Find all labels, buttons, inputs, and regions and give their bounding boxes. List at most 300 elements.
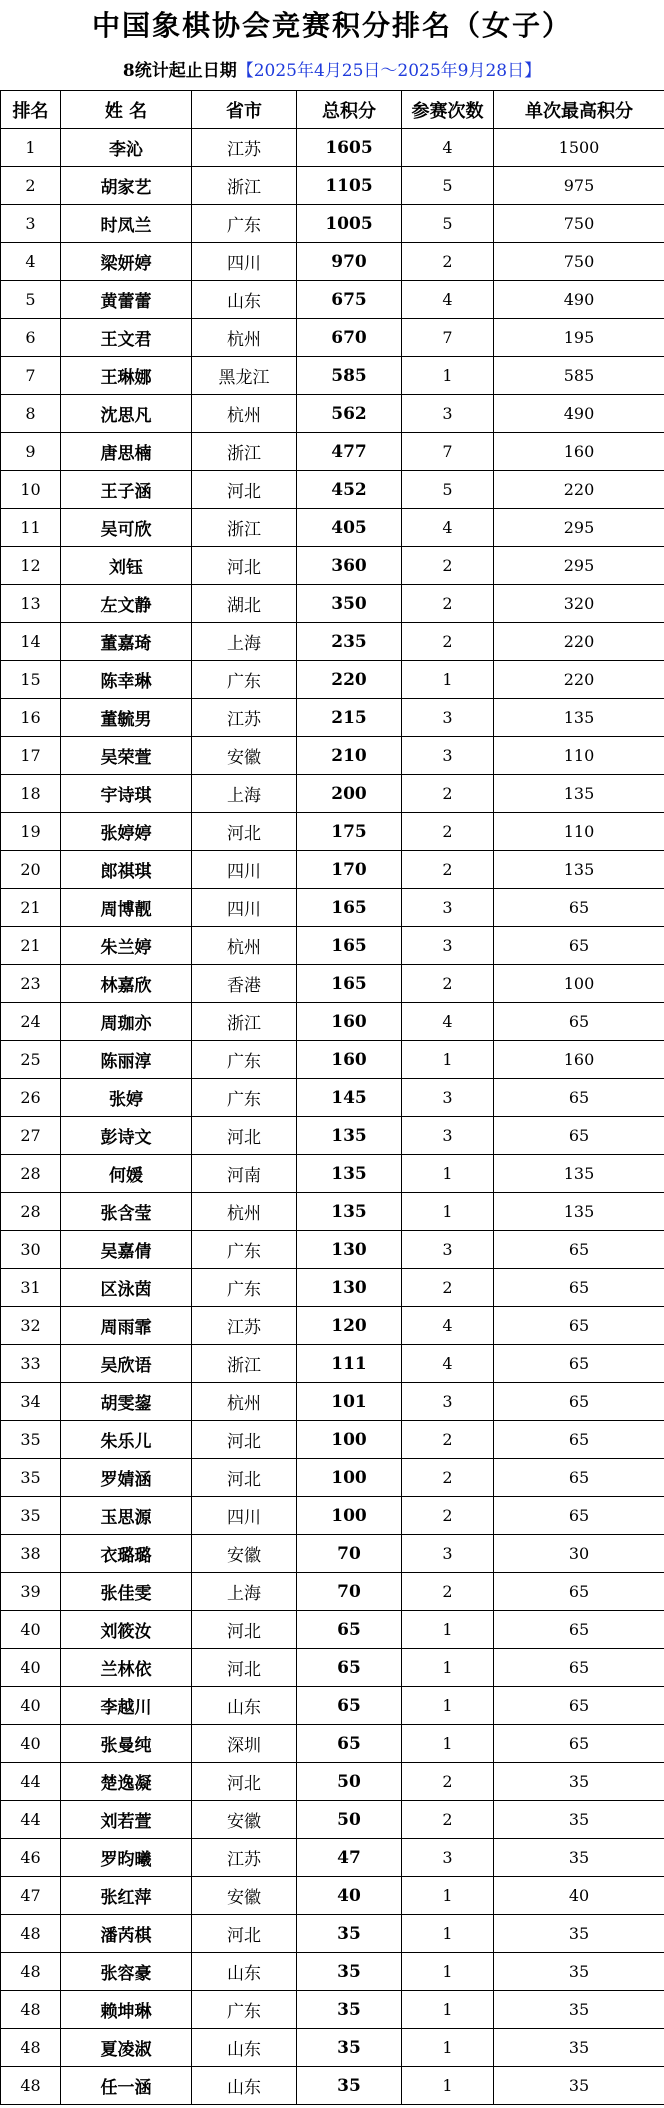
cell-rank: 1 [1,129,61,167]
cell-rank: 15 [1,661,61,699]
cell-province: 浙江 [192,433,297,471]
cell-province: 河北 [192,1117,297,1155]
cell-rank: 48 [1,2067,61,2105]
cell-total-points: 40 [297,1877,402,1915]
cell-single-high: 65 [494,1725,664,1763]
cell-rank: 40 [1,1725,61,1763]
cell-rank: 10 [1,471,61,509]
cell-province: 河北 [192,1649,297,1687]
cell-single-high: 65 [494,927,664,965]
cell-province: 安徽 [192,737,297,775]
table-row [1,1725,664,1763]
cell-rank: 30 [1,1231,61,1269]
cell-rank: 2 [1,167,61,205]
cell-name: 何媛 [61,1155,192,1193]
table-row [1,1307,664,1345]
cell-single-high: 490 [494,281,664,319]
cell-total-points: 405 [297,509,402,547]
table-row [1,1877,664,1915]
cell-single-high: 490 [494,395,664,433]
cell-province: 广东 [192,1041,297,1079]
cell-event-count: 3 [402,1383,494,1421]
cell-total-points: 215 [297,699,402,737]
cell-rank: 6 [1,319,61,357]
table-row [1,1459,664,1497]
cell-single-high: 65 [494,889,664,927]
cell-name: 胡雯鋆 [61,1383,192,1421]
cell-event-count: 2 [402,1269,494,1307]
table-row [1,1497,664,1535]
date-range-line [0,52,664,90]
cell-total-points: 47 [297,1839,402,1877]
table-row [1,1611,664,1649]
cell-rank: 19 [1,813,61,851]
date-range-value: 【2025年4月25日～2025年9月28日】 [236,61,542,81]
cell-total-points: 360 [297,547,402,585]
cell-province: 河北 [192,813,297,851]
cell-event-count: 2 [402,775,494,813]
cell-name: 楚逸凝 [61,1763,192,1801]
cell-name: 王文君 [61,319,192,357]
cell-total-points: 50 [297,1801,402,1839]
cell-rank: 23 [1,965,61,1003]
cell-province: 江苏 [192,1839,297,1877]
table-row [1,927,664,965]
cell-rank: 32 [1,1307,61,1345]
cell-name: 张佳雯 [61,1573,192,1611]
cell-event-count: 2 [402,1573,494,1611]
table-row [1,1117,664,1155]
cell-total-points: 135 [297,1155,402,1193]
cell-total-points: 670 [297,319,402,357]
cell-event-count: 3 [402,1079,494,1117]
table-row [1,243,664,281]
cell-total-points: 65 [297,1725,402,1763]
cell-single-high: 110 [494,813,664,851]
table-row [1,1763,664,1801]
cell-name: 罗婧涵 [61,1459,192,1497]
cell-name: 张婷 [61,1079,192,1117]
table-row [1,319,664,357]
table-row [1,357,664,395]
cell-total-points: 35 [297,1915,402,1953]
date-range-label: 8统计起止日期 [122,61,237,81]
cell-name: 吴可欣 [61,509,192,547]
cell-single-high: 65 [494,1421,664,1459]
ranking-table [0,90,664,2105]
cell-event-count: 1 [402,1725,494,1763]
cell-province: 山东 [192,2029,297,2067]
cell-event-count: 3 [402,1117,494,1155]
cell-name: 刘筱汝 [61,1611,192,1649]
cell-total-points: 452 [297,471,402,509]
cell-total-points: 120 [297,1307,402,1345]
cell-total-points: 145 [297,1079,402,1117]
cell-name: 玉思源 [61,1497,192,1535]
cell-event-count: 1 [402,1649,494,1687]
cell-name: 唐思楠 [61,433,192,471]
cell-name: 潘芮棋 [61,1915,192,1953]
cell-event-count: 1 [402,661,494,699]
cell-event-count: 4 [402,129,494,167]
cell-single-high: 65 [494,1307,664,1345]
cell-total-points: 170 [297,851,402,889]
cell-total-points: 220 [297,661,402,699]
cell-province: 深圳 [192,1725,297,1763]
cell-province: 杭州 [192,1193,297,1231]
cell-total-points: 100 [297,1459,402,1497]
cell-total-points: 350 [297,585,402,623]
cell-single-high: 135 [494,1155,664,1193]
cell-name: 刘钰 [61,547,192,585]
cell-total-points: 585 [297,357,402,395]
cell-province: 河北 [192,1459,297,1497]
cell-single-high: 35 [494,1953,664,1991]
cell-name: 吴欣语 [61,1345,192,1383]
cell-rank: 14 [1,623,61,661]
cell-event-count: 2 [402,851,494,889]
cell-single-high: 65 [494,1269,664,1307]
cell-total-points: 135 [297,1193,402,1231]
cell-single-high: 65 [494,1611,664,1649]
cell-province: 广东 [192,661,297,699]
cell-name: 区泳茵 [61,1269,192,1307]
table-row [1,661,664,699]
cell-event-count: 5 [402,471,494,509]
cell-province: 杭州 [192,927,297,965]
cell-event-count: 2 [402,547,494,585]
cell-rank: 35 [1,1497,61,1535]
cell-name: 张红萍 [61,1877,192,1915]
cell-event-count: 2 [402,585,494,623]
cell-total-points: 101 [297,1383,402,1421]
cell-single-high: 975 [494,167,664,205]
cell-total-points: 165 [297,889,402,927]
cell-event-count: 1 [402,1155,494,1193]
cell-rank: 7 [1,357,61,395]
table-row [1,167,664,205]
cell-event-count: 3 [402,927,494,965]
table-row [1,737,664,775]
cell-province: 浙江 [192,1345,297,1383]
cell-single-high: 135 [494,699,664,737]
cell-rank: 31 [1,1269,61,1307]
cell-single-high: 65 [494,1003,664,1041]
cell-name: 赖坤琳 [61,1991,192,2029]
cell-total-points: 477 [297,433,402,471]
header-event-count: 参赛次数 [402,91,494,129]
cell-rank: 47 [1,1877,61,1915]
cell-name: 兰林依 [61,1649,192,1687]
cell-rank: 21 [1,927,61,965]
cell-name: 吴嘉倩 [61,1231,192,1269]
table-row [1,1041,664,1079]
cell-single-high: 40 [494,1877,664,1915]
cell-total-points: 35 [297,2029,402,2067]
table-row [1,1801,664,1839]
cell-total-points: 1005 [297,205,402,243]
table-row [1,1003,664,1041]
table-row [1,1269,664,1307]
table-row [1,1573,664,1611]
cell-total-points: 970 [297,243,402,281]
cell-province: 四川 [192,1497,297,1535]
cell-name: 张容豪 [61,1953,192,1991]
cell-name: 陈幸琳 [61,661,192,699]
table-row [1,2067,664,2105]
cell-name: 王琳娜 [61,357,192,395]
cell-rank: 40 [1,1687,61,1725]
cell-rank: 35 [1,1459,61,1497]
cell-rank: 24 [1,1003,61,1041]
cell-province: 江苏 [192,1307,297,1345]
cell-rank: 35 [1,1421,61,1459]
cell-rank: 3 [1,205,61,243]
cell-single-high: 1500 [494,129,664,167]
cell-single-high: 35 [494,1763,664,1801]
cell-total-points: 160 [297,1003,402,1041]
cell-name: 左文静 [61,585,192,623]
cell-rank: 33 [1,1345,61,1383]
cell-event-count: 3 [402,395,494,433]
cell-name: 周雨霏 [61,1307,192,1345]
cell-name: 郎祺琪 [61,851,192,889]
cell-total-points: 70 [297,1535,402,1573]
cell-single-high: 35 [494,1991,664,2029]
table-header [1,91,664,129]
cell-rank: 25 [1,1041,61,1079]
table-row [1,699,664,737]
cell-total-points: 130 [297,1231,402,1269]
table-row [1,1155,664,1193]
cell-single-high: 220 [494,661,664,699]
cell-event-count: 1 [402,1041,494,1079]
cell-rank: 28 [1,1193,61,1231]
cell-event-count: 2 [402,1763,494,1801]
cell-single-high: 35 [494,1915,664,1953]
cell-total-points: 65 [297,1687,402,1725]
cell-name: 黄蕾蕾 [61,281,192,319]
cell-single-high: 65 [494,1345,664,1383]
cell-event-count: 4 [402,1345,494,1383]
cell-total-points: 70 [297,1573,402,1611]
cell-province: 江苏 [192,699,297,737]
cell-total-points: 175 [297,813,402,851]
cell-name: 彭诗文 [61,1117,192,1155]
cell-name: 宇诗琪 [61,775,192,813]
cell-total-points: 562 [297,395,402,433]
cell-total-points: 100 [297,1421,402,1459]
cell-name: 时凤兰 [61,205,192,243]
cell-event-count: 1 [402,2029,494,2067]
header-province: 省市 [192,91,297,129]
cell-province: 香港 [192,965,297,1003]
cell-event-count: 5 [402,205,494,243]
cell-single-high: 295 [494,547,664,585]
table-row [1,1915,664,1953]
table-row [1,2029,664,2067]
cell-name: 朱乐儿 [61,1421,192,1459]
cell-single-high: 100 [494,965,664,1003]
cell-rank: 48 [1,1991,61,2029]
cell-rank: 18 [1,775,61,813]
cell-event-count: 1 [402,1687,494,1725]
cell-name: 朱兰婷 [61,927,192,965]
cell-single-high: 195 [494,319,664,357]
cell-single-high: 35 [494,2067,664,2105]
cell-single-high: 35 [494,1839,664,1877]
cell-event-count: 4 [402,509,494,547]
cell-name: 周珈亦 [61,1003,192,1041]
cell-province: 杭州 [192,319,297,357]
cell-province: 河北 [192,1763,297,1801]
cell-rank: 4 [1,243,61,281]
table-row [1,1991,664,2029]
cell-rank: 44 [1,1763,61,1801]
cell-province: 安徽 [192,1535,297,1573]
cell-event-count: 1 [402,2067,494,2105]
cell-province: 安徽 [192,1877,297,1915]
cell-rank: 17 [1,737,61,775]
table-row [1,851,664,889]
cell-province: 上海 [192,623,297,661]
cell-rank: 34 [1,1383,61,1421]
cell-rank: 48 [1,1953,61,1991]
cell-name: 张婷婷 [61,813,192,851]
cell-province: 山东 [192,1953,297,1991]
cell-event-count: 2 [402,623,494,661]
cell-single-high: 65 [494,1573,664,1611]
cell-province: 河北 [192,1421,297,1459]
cell-single-high: 320 [494,585,664,623]
cell-province: 四川 [192,243,297,281]
cell-event-count: 3 [402,889,494,927]
cell-single-high: 35 [494,1801,664,1839]
cell-total-points: 35 [297,1953,402,1991]
table-row [1,1079,664,1117]
cell-event-count: 1 [402,1611,494,1649]
cell-single-high: 220 [494,471,664,509]
cell-single-high: 65 [494,1231,664,1269]
cell-province: 浙江 [192,167,297,205]
cell-total-points: 200 [297,775,402,813]
cell-province: 广东 [192,1231,297,1269]
cell-event-count: 2 [402,813,494,851]
cell-single-high: 135 [494,1193,664,1231]
cell-total-points: 100 [297,1497,402,1535]
cell-name: 李沁 [61,129,192,167]
cell-rank: 40 [1,1611,61,1649]
cell-name: 衣璐璐 [61,1535,192,1573]
header-rank: 排名 [1,91,61,129]
cell-single-high: 65 [494,1459,664,1497]
cell-name: 董嘉琦 [61,623,192,661]
cell-single-high: 30 [494,1535,664,1573]
cell-single-high: 65 [494,1687,664,1725]
cell-name: 梁妍婷 [61,243,192,281]
cell-total-points: 210 [297,737,402,775]
cell-single-high: 585 [494,357,664,395]
cell-province: 广东 [192,1079,297,1117]
cell-name: 周博靓 [61,889,192,927]
cell-province: 河北 [192,1611,297,1649]
cell-province: 河北 [192,471,297,509]
cell-event-count: 3 [402,1535,494,1573]
cell-event-count: 3 [402,699,494,737]
header-name: 姓 名 [61,91,192,129]
cell-total-points: 165 [297,965,402,1003]
cell-province: 山东 [192,1687,297,1725]
cell-total-points: 135 [297,1117,402,1155]
cell-name: 陈丽淳 [61,1041,192,1079]
cell-single-high: 65 [494,1383,664,1421]
cell-total-points: 160 [297,1041,402,1079]
page-title: 中国象棋协会竞赛积分排名（女子） [91,9,572,42]
cell-single-high: 135 [494,775,664,813]
cell-rank: 44 [1,1801,61,1839]
cell-province: 河北 [192,547,297,585]
cell-name: 董毓男 [61,699,192,737]
cell-event-count: 7 [402,433,494,471]
cell-single-high: 295 [494,509,664,547]
cell-name: 任一涵 [61,2067,192,2105]
cell-total-points: 130 [297,1269,402,1307]
table-row [1,1953,664,1991]
cell-rank: 11 [1,509,61,547]
header-total-points: 总积分 [297,91,402,129]
cell-name: 胡家艺 [61,167,192,205]
cell-event-count: 1 [402,1193,494,1231]
cell-event-count: 1 [402,1915,494,1953]
cell-total-points: 165 [297,927,402,965]
cell-name: 夏凌淑 [61,2029,192,2067]
cell-event-count: 2 [402,1497,494,1535]
cell-province: 上海 [192,1573,297,1611]
table-row [1,1383,664,1421]
cell-name: 沈思凡 [61,395,192,433]
cell-province: 浙江 [192,1003,297,1041]
cell-province: 杭州 [192,1383,297,1421]
table-row [1,775,664,813]
cell-single-high: 750 [494,205,664,243]
table-row [1,1421,664,1459]
cell-event-count: 3 [402,1231,494,1269]
cell-rank: 20 [1,851,61,889]
cell-event-count: 1 [402,357,494,395]
cell-total-points: 675 [297,281,402,319]
header-single-high: 单次最高积分 [494,91,664,129]
cell-province: 广东 [192,1269,297,1307]
cell-rank: 21 [1,889,61,927]
cell-event-count: 3 [402,1839,494,1877]
cell-name: 刘若萱 [61,1801,192,1839]
table-row [1,1231,664,1269]
table-row [1,889,664,927]
table-row [1,281,664,319]
cell-province: 江苏 [192,129,297,167]
cell-name: 李越川 [61,1687,192,1725]
cell-single-high: 65 [494,1117,664,1155]
cell-rank: 13 [1,585,61,623]
cell-single-high: 65 [494,1497,664,1535]
cell-event-count: 4 [402,1307,494,1345]
cell-total-points: 65 [297,1649,402,1687]
table-row [1,1535,664,1573]
cell-rank: 16 [1,699,61,737]
cell-province: 杭州 [192,395,297,433]
cell-rank: 40 [1,1649,61,1687]
table-row [1,1345,664,1383]
